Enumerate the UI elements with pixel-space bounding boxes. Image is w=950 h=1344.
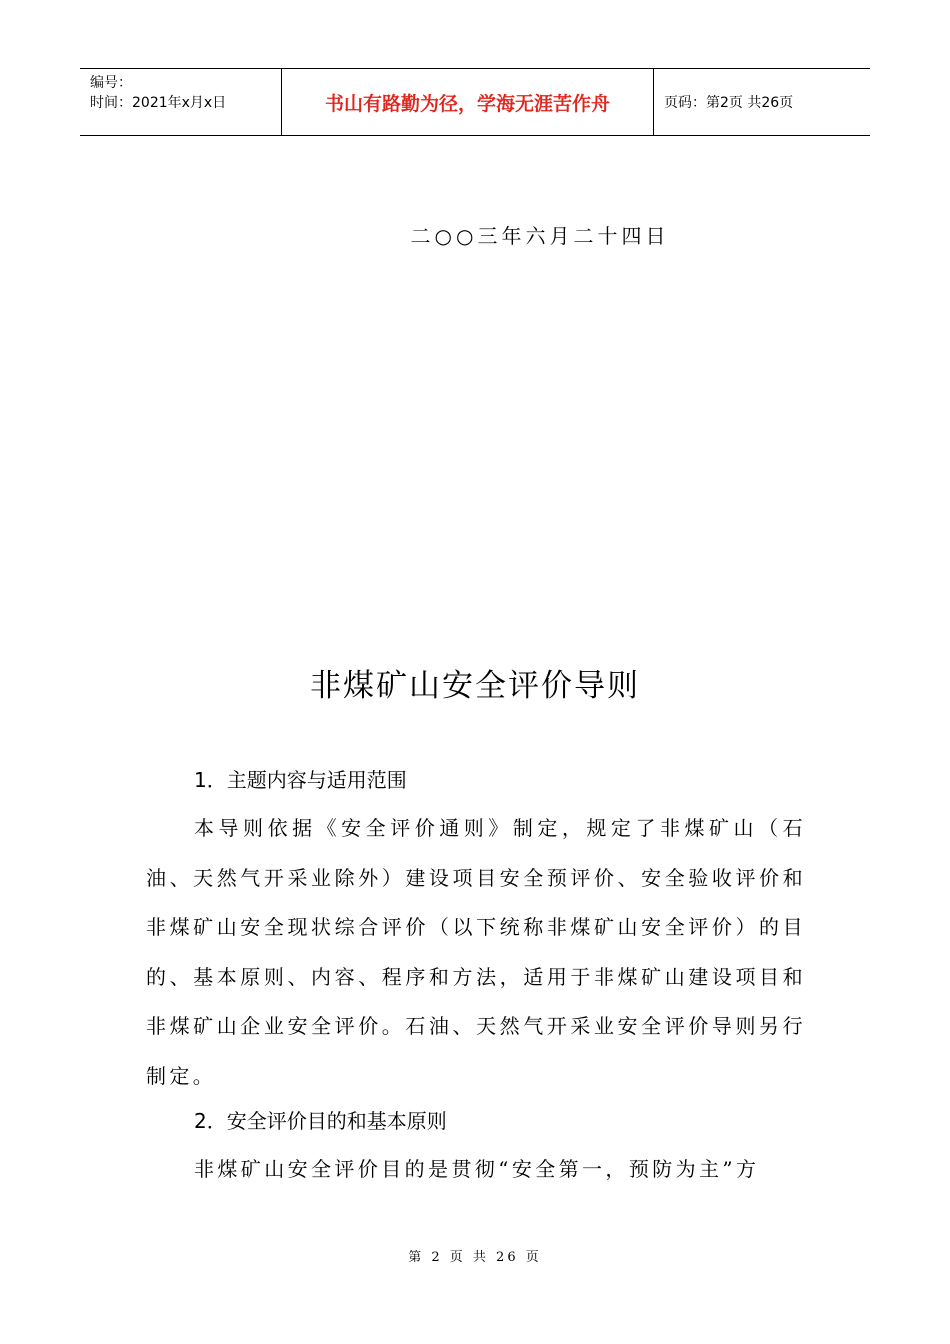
- header-motto: 书山有路勤为径，学海无涯苦作舟: [324, 92, 610, 115]
- section-heading: 2．安全评价目的和基本原则: [194, 1109, 447, 1133]
- header-page-cell: [654, 69, 870, 135]
- page-footer: 第 2 页 共 26 页: [408, 1250, 542, 1265]
- header-meta-cell: [80, 69, 282, 135]
- header-motto-cell: [282, 69, 654, 135]
- document-body: [146, 762, 806, 1195]
- document-number-label: 编号：: [90, 75, 132, 91]
- header-page-info: 页码：第2页 共26页: [664, 95, 794, 111]
- document-date: 二○○三年六月二十四日: [410, 224, 670, 248]
- document-time-label: 时间：2021年x月x日: [90, 95, 227, 111]
- section-paragraph: 本导则依据《安全评价通则》制定，规定了非煤矿山（石油、天然气开采业除外）建设项目安全预评价、安全验收评价和非煤矿山安全现状综合评价（以下统称非煤矿山安全评价）的目的、基本原则、内容、程序和方法，适用于非煤矿山建设项目和非煤矿山企业安全评价。石油、天然气开采业安全评价导则另行制定。: [146, 816, 806, 1088]
- section-heading: 1．主题内容与适用范围: [194, 768, 407, 792]
- document-title: 非煤矿山安全评价导则: [310, 668, 640, 704]
- section-paragraph: 非煤矿山安全评价目的是贯彻“安全第一，预防为主”方: [194, 1157, 760, 1181]
- page-header-table: [80, 68, 870, 136]
